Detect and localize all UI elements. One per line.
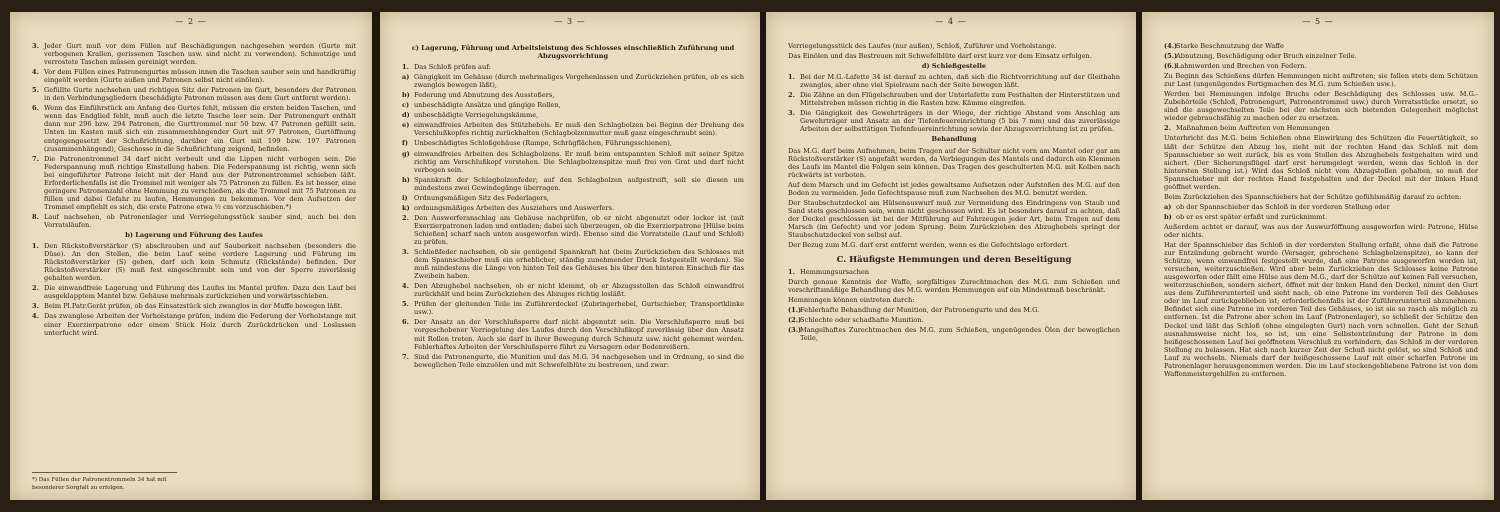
numbered-item bbox=[32, 302, 356, 310]
paragraph: Auf dem Marsch und im Gefecht ist jedes gewaltsame Aufsetzen oder Aufstoßen des M.G. auf den Boden zu vermeiden. Jede Gefechtspause muß zum Nachsehen des M.G. benutzt werden. bbox=[788, 180, 1120, 197]
numbered-item bbox=[32, 155, 356, 211]
item-text: Schließfeder nachsehen, ob sie genügend Spannkraft hat (beim Zurückziehen des Schlosses mit dem Spannschieber muß ein erheblicher, ständig zunehmender Druck festgestellt werden). Sie muß mindestens die Länge von hinten Teil des Gehäuses bis über den hinteren Einschub für das Zweibein haben. bbox=[414, 248, 744, 281]
numbered-item bbox=[402, 214, 744, 246]
page-body bbox=[32, 42, 356, 494]
numbered-item bbox=[32, 86, 356, 102]
item-number: f) bbox=[402, 139, 408, 148]
numbered-item bbox=[1164, 52, 1478, 60]
item-text: Hemmungsursachen bbox=[800, 268, 870, 277]
item-number: 2. bbox=[402, 213, 409, 222]
paragraph: Hat der Spannschieber das Schloß in der vordersten Stellung erfaßt, ohne daß die Patrone zur Entzündung gebracht wurde (Versager, gebrochene Schlagbolzenspitze), so kann der Schütze, wenn einwandfrei festgestellt wurde, daß eine Patrone ausgeworfen worden ist, versuchen, weiterzuschießen. Wird aber beim Zurückziehen des Schlosses keine Patrone ausgeworfen oder fällt eine Hülse aus dem M.G., darf der Schütze auf keinen Fall versuchen, weiterzuschießen, sondern sichert, öffnet mit der linken Hand den Deckel, nimmt den Gurt aus dem Zuführerunterteil und sieht nach, ob eine Patrone im vorderen Teil des Gehäuses oder im Lauf zurückgeblieben ist; erforderlichenfalls ist der Zuführerunterteil abzunehmen. Befindet sich eine Patrone im vorderen Teil des Gehäuses, so ist sie so rasch als möglich zu entfernen. Ist die Patrone aber schon im Lauf (Patronenlager), so schließt der Schütze den Deckel und läßt das Schloß (ohne eingelegten Gurt) nach vorn schnellen. Geht der Schuß ausnahmsweise nicht los, so ist, um eine Selbstentzündung der Patrone in dem heißgeschossenen Lauf bei geöffnetem Verschluß zu verhindern, das Schloß in der vorderen Stellung zu belassen. Hat sich nach kurzer Zeit der Schuß nicht gelöst, so sind Schloß und Lauf zu wechseln. Niemals darf der heißgeschossene Lauf mit einer scharfen Patrone im Patronenlager herausgenommen werden. Die im Lauf steckengebliebene Patrone ist von dem Waffenmeistergehilfen zu entfernen. bbox=[1164, 241, 1478, 378]
item-text: Gefüllte Gurte nachsehen und richtigen Sitz der Patronen im Gurt, besonders der Patronen in den Verbindungsgliedern (beschädigte Patronen müssen aus dem Gurt entfernt werden). bbox=[44, 86, 356, 103]
item-text: Unbeschädigtes Schloßgehäuse (Rampe, Schrägflächen, Führungsschienen), bbox=[414, 139, 672, 148]
numbered-item bbox=[402, 101, 744, 109]
item-text: Die Gängigkeit des Gewehrträgers in der Wiege, der richtige Abstand vom Anschlag am Gewehrträger und Ansatz an der Tiefenfeuereinrichtung (5 bis 7 mm) und das zuverlässige Arbeiten der selbsttätigen Tiefenfeuereinrichtung sowie der Abzugsvorrichtung ist zu prüfen. bbox=[800, 109, 1120, 134]
item-number: 5. bbox=[32, 86, 39, 95]
numbered-item bbox=[32, 284, 356, 300]
item-text: Beim Pl.Patr.Gerät prüfen, ob das Einsatzstück sich zwanglos in der Muffe bewegen läßt. bbox=[44, 302, 343, 311]
item-text: ordnungsmäßiges Arbeiten des Ausziehers und Auswerfers. bbox=[414, 203, 615, 212]
paragraph: Hemmungen können eintreten durch: bbox=[788, 296, 915, 305]
numbered-item bbox=[1164, 42, 1478, 50]
item-number: 1. bbox=[32, 242, 39, 251]
item-text: Bei der M.G.-Lafette 34 ist darauf zu achten, daß sich die Richtvorrichtung auf der Gleitbahn zwanglos, aber ohne viel Spielraum nach der Seite bewegen läßt. bbox=[800, 73, 1120, 90]
item-number: 6. bbox=[402, 318, 409, 327]
item-number: a) bbox=[1164, 202, 1172, 211]
page-number: — 3 — bbox=[554, 17, 586, 26]
item-number: 5. bbox=[402, 300, 409, 309]
item-text: Die Patronentrommel 34 darf nicht verbeult und die Lippen nicht verbogen sein. Die Federspannung muß richtige Einstellung haben. Die Federspannung ist richtig, wenn sich bei eingeführter Patrone leicht mit der Hand aus der Patronentrommel schieben läßt. Erforderlichenfalls ist die Trommel mit weniger als 75 Patronen zu füllen. Es ist besser, eine geringere Patronenzahl ohne Hemmung zu verschießen, als die Trommel mit 75 Patronen zu füllen und dabei Gefahr zu laufen, Hemmungen zu bekommen. Vor dem Aufsetzen der Trommel empfiehlt es sich, die erste Patrone etwa ½ cm vorzuschieben.*) bbox=[44, 154, 356, 211]
item-number: 4. bbox=[402, 282, 409, 291]
numbered-item bbox=[788, 306, 1120, 314]
numbered-item bbox=[32, 68, 356, 84]
item-number: 4. bbox=[32, 312, 39, 321]
item-text: Starke Beschmutzung der Waffe bbox=[1176, 42, 1284, 50]
page-body bbox=[788, 42, 1120, 494]
item-number: (1.) bbox=[788, 306, 802, 315]
numbered-item bbox=[1164, 62, 1478, 70]
numbered-item bbox=[402, 282, 744, 298]
numbered-item bbox=[402, 194, 744, 202]
item-number: (6.) bbox=[1164, 62, 1178, 71]
item-text: Das Schloß prüfen auf: bbox=[414, 63, 491, 72]
section-heading: C. Häufigste Hemmungen und deren Beseitigung bbox=[836, 255, 1072, 266]
item-number: (3.) bbox=[788, 326, 802, 335]
item-number: i) bbox=[402, 193, 408, 202]
item-text: Den Auswerferanschlag am Gehäuse nachprüfen, ob er nicht abgenutzt oder locker ist (mit Exerzierpatronen laden und entladen; dabei sich überzeugen, ob die Exerzierpatrone [Hülse beim Schießen] scharf nach unten ausgeworfen wird). Ebenso sind die Vorratsteile (Lauf und Schloß) zu prüfen. bbox=[414, 213, 744, 246]
section-heading: d) Schießgestelle bbox=[921, 62, 987, 71]
item-text: einwandfreies Arbeiten des Stützhebels. Er muß den Schlagbolzen bei Beginn der Drehung des Verschlußkopfes richtig zurückhalten (Schlagbolzenmutter muß ganz eingeschraubt sein). bbox=[414, 121, 744, 138]
numbered-item bbox=[402, 121, 744, 137]
item-number: (4.) bbox=[1164, 42, 1178, 50]
page-5 bbox=[1142, 12, 1494, 500]
numbered-item bbox=[788, 109, 1120, 133]
footnote: *) Das Füllen der Patronentrommeln 34 hat mit besonderer Sorgfalt zu erfolgen. bbox=[32, 472, 177, 492]
item-text: Die Zähne an den Flügelschrauben und der Unterlafette zum Festhalten der Hinterstützen und Mittelstreben müssen richtig in die Rasten bzw. Kämme eingreifen. bbox=[800, 91, 1120, 108]
numbered-item bbox=[32, 242, 356, 282]
item-text: Die einwandfreie Lagerung und Führung des Laufes im Mantel prüfen. Dazu den Lauf bei ausgeklapptem Mantel bzw. Gehäuse mehrmals zurückziehen und vorwärtsschieben. bbox=[44, 284, 356, 301]
page-body bbox=[1164, 42, 1478, 494]
item-number: 2. bbox=[1164, 124, 1171, 133]
item-text: Der Ansatz an der Verschlußsperre darf nicht abgenutzt sein. Die Verschlußsperre muß bei vorgeschobener Verriegelung des Laufes durch den Verschlußkopf zuverlässig über den Ansatz mit Rollen treten. Auch sie darf in ihrer Bewegung durch Schmutz usw. nicht gehemmt werden. Fehlerhaftes Arbeiten der Verschlußsperre führt zu Versagern oder Bodenreißern. bbox=[414, 318, 744, 351]
item-text: Prüfen der gleitenden Teile im Zuführerdeckel (Zubringerhebel, Gurtschieber, Transportklinke usw.). bbox=[414, 300, 744, 317]
numbered-item bbox=[402, 300, 744, 316]
numbered-item bbox=[402, 353, 744, 369]
section-heading: Behandlung bbox=[931, 135, 977, 144]
numbered-item bbox=[788, 268, 1120, 276]
section-heading: b) Lagerung und Führung des Laufes bbox=[125, 231, 263, 240]
item-number: 3. bbox=[32, 42, 39, 50]
numbered-item bbox=[402, 318, 744, 350]
numbered-item bbox=[788, 91, 1120, 107]
paragraph: Das Einölen und das Bestreuen mit Schwefelblüte darf erst kurz vor dem Einsatz erfolgen. bbox=[788, 52, 1092, 61]
page-number: — 5 — bbox=[1302, 17, 1334, 26]
item-number: 2. bbox=[788, 91, 795, 100]
item-number: (2.) bbox=[788, 316, 802, 325]
item-text: Gängigkeit im Gehäuse (durch mehrmaliges Vorgehenlassen und Zurückziehen prüfen, ob es sich zwanglos bewegen läßt), bbox=[414, 73, 744, 90]
item-number: 4. bbox=[32, 68, 39, 77]
numbered-item bbox=[32, 213, 356, 229]
paragraph: Der Staubschutzdeckel am Hülsenauswurf muß zur Vermeidung des Eindringens von Staub und Sand stets geschlossen sein, wenn nicht geschossen wird. Es ist besonders darauf zu achten, daß der Deckel geschlossen ist bei der Mitführung auf Fahrzeugen jeder Art, beim Tragen auf dem Marsch (im Gefecht) und vor jedem Sprung. Beim Zurückziehen des Abzughebels springt der Staubschutzdeckel von selbst auf. bbox=[788, 198, 1120, 239]
numbered-item bbox=[402, 204, 744, 212]
paragraph: Beim Zurückziehen des Spannschiebers hat der Schütze gefühlsmäßig darauf zu achten: bbox=[1164, 192, 1462, 201]
paragraph: Werden bei Hemmungen infolge Bruchs oder Beschädigung des Schlosses usw. M.G.-Zubehörteile (Schloß, Patronengurt, Patronentrommel usw.) durch Vorratsstücke ersetzt, so sind die ausgewechselten Teile bei der nächsten sich bietenden Gelegenheit möglichst wieder gebrauchsfähig zu machen oder zu ersetzen. bbox=[1164, 90, 1478, 123]
item-text: Den Abzughebel nachsehen, ob er nicht klemmt, ob er Abzugsstollen das Schloß einwandfrei zurückhält und beim Zurückziehen des Abzuges richtig losläßt. bbox=[414, 282, 744, 299]
fold-divider bbox=[372, 12, 380, 500]
numbered-item bbox=[402, 248, 744, 280]
page-body bbox=[402, 42, 744, 494]
item-number: d) bbox=[402, 111, 410, 120]
numbered-item bbox=[788, 316, 1120, 324]
numbered-item bbox=[402, 73, 744, 89]
numbered-item bbox=[402, 150, 744, 174]
item-text: Maßnahmen beim Auftreten von Hemmungen bbox=[1176, 124, 1330, 133]
item-text: ob der Spannschieber das Schloß in der vorderen Stellung oder bbox=[1176, 202, 1390, 211]
item-text: Sind die Patronengurte, die Munition und das M.G. 34 nachgesehen und in Ordnung, so sind die beweglichen Teile einzuölen und mit Schwefelblüte zu bestreuen, und zwar: bbox=[414, 352, 744, 369]
item-number: c) bbox=[402, 101, 410, 110]
item-number: 7. bbox=[32, 154, 39, 163]
page-number: — 4 — bbox=[935, 17, 967, 26]
item-number: 1. bbox=[788, 73, 795, 82]
item-text: Das zwanglose Arbeiten der Vorholstange prüfen, indem die Federung der Vorholstange mit einer Exerzierpatrone oder einem Stück Holz durch Zurückdrücken und Loslassen unterfucht wird. bbox=[44, 312, 356, 337]
item-number: 1. bbox=[402, 63, 409, 72]
item-text: Ordnungsmäßigen Sitz des Federlagers, bbox=[414, 193, 549, 202]
page-4 bbox=[766, 12, 1136, 500]
item-text: Den Rückstoßverstärker (S) abschrauben und auf Sauberkeit nachsehen (besonders die Düse). An den Stellen, die beim Lauf seine vordere Lagerung und Führung im Rückstoßverstärker (S) geben, darf sich kein Schmutz (Rückstände) befinden. Der Rückstoßverstärker (S) muß fest eingeschraubt sein und von der Sperre zuverlässig gehalten werden. bbox=[44, 242, 356, 283]
paragraph: Verriegelungsstück des Laufes (nur außen), Schloß, Zuführer und Vorholstange. bbox=[788, 42, 1057, 50]
item-number: (5.) bbox=[1164, 52, 1178, 61]
item-number: 7. bbox=[402, 352, 409, 361]
item-text: Abnutzung, Beschädigung oder Bruch einzelner Teile. bbox=[1176, 52, 1357, 61]
item-number: a) bbox=[402, 73, 410, 82]
item-number: b) bbox=[402, 91, 410, 100]
item-number: 1. bbox=[788, 268, 795, 277]
numbered-item bbox=[32, 42, 356, 66]
numbered-item bbox=[402, 111, 744, 119]
paragraph: Der Bezug zum M.G. darf erst entfernt werden, wenn es die Gefechtslage erfordert. bbox=[788, 241, 1070, 250]
paragraph: Das M.G. darf beim Aufnehmen, beim Tragen auf der Schulter nicht vorn am Mantel oder gar am Rückstoßverstärker (S) angefaßt werden, da Verbiegungen des Mantels und dadurch ein Klemmen des Laufs im Mantel die Folgen sein können. Das Tragen des geschulterten M.G. mit Kolben nach rückwärts ist verboten. bbox=[788, 146, 1120, 179]
paragraph: Unterbricht das M.G. beim Schießen ohne Einwirkung des Schützen die Feuertätigkeit, so läßt der Schütze den Abzug los, zieht mit der rechten Hand das Schloß mit dem Spannschieber so weit zurück, bis es vom Stollen des Abzughebels festgehalten wird und sichert. (Der Sicherungsflügel darf erst herumgelegt werden, wenn das Schloß in der hintersten Stellung ist.) Wird das Schloß nicht vom Abzugstollen gehalten, so muß der Spannschieber mit der rechten Hand festgehalten und der Deckel mit der linken Hand geöffnet werden. bbox=[1164, 134, 1478, 191]
item-number: g) bbox=[402, 149, 410, 158]
page-3 bbox=[380, 12, 760, 500]
numbered-item bbox=[788, 326, 1120, 342]
item-text: Federung und Abnutzung des Ausstoßers, bbox=[414, 91, 555, 100]
item-number: 3. bbox=[402, 248, 409, 257]
item-number: b) bbox=[1164, 212, 1172, 221]
numbered-item bbox=[402, 176, 744, 192]
item-text: Lauf nachsehen, ob Patronenlager und Verriegelungsstück sauber sind, auch bei den Vorratsläufen. bbox=[44, 212, 356, 229]
item-number: h) bbox=[402, 175, 410, 184]
item-text: unbeschädigte Ansätze und gängige Rollen, bbox=[414, 101, 561, 110]
item-text: Mangelhaftes Zurechtmachen des M.G. zum Schießen, ungenügendes Ölen der beweglichen Teile, bbox=[800, 326, 1120, 343]
item-number: 6. bbox=[32, 104, 39, 113]
item-number: 8. bbox=[32, 212, 39, 221]
item-text: Wenn das Einführstück am Anfang des Gurtes fehlt, müssen die ersten beiden Taschen, und wenn das Endglied fehlt, muß auch die letzte Tasche leer sein. Der Patronengurt enthält dann nur 296 bzw. 294 Patronen, die Gurttrommel nur 50 bzw. 47 Patronen gefüllt sein. Unten im Kasten muß sich ein zusammenhängender Gurt mit 97 Patronen, Gurtöffnung entgegengesetzt der Schußrichtung, darüber ein Gurt mit 199 bzw. 197 Patronen (zusammenhängend), Geschosse in die Schußrichtung zeigend, befinden. bbox=[44, 104, 356, 153]
numbered-item bbox=[1164, 213, 1478, 221]
item-text: Fehlerhafte Behandlung der Munition, der Patronengurte und des M.G. bbox=[800, 306, 1040, 315]
numbered-item bbox=[402, 139, 744, 147]
item-number: 3. bbox=[32, 302, 39, 311]
numbered-item bbox=[402, 91, 744, 99]
section-heading: c) Lagerung, Führung und Arbeitsleistung des Schlosses einschließlich Zuführung und Abzugsvorrichtung bbox=[411, 44, 735, 61]
item-text: Lahmwerden und Brechen von Federn. bbox=[1176, 62, 1307, 71]
item-text: Vor dem Füllen eines Patronengurtes müssen innen die Taschen sauber sein und handkräftig eingeölt werden (Gurte außen und Patronen selbst nicht einölen). bbox=[44, 68, 356, 85]
numbered-item bbox=[32, 104, 356, 152]
numbered-item bbox=[402, 63, 744, 71]
item-text: Jeder Gurt muß vor dem Füllen auf Beschädigungen nachgesehen werden (Gurte mit verbogenen Krallen, gerissenen Taschen usw. sind nicht zu verwenden). Schmutzige und verrostete Taschen müssen gereinigt werden. bbox=[44, 42, 356, 67]
item-text: unbeschädigte Verriegelungskämme, bbox=[414, 111, 539, 120]
paragraph: Außerdem achtet er darauf, was aus der Auswurföffnung ausgeworfen wird: Patrone, Hülse oder nichts. bbox=[1164, 222, 1478, 239]
numbered-item bbox=[1164, 124, 1478, 132]
item-text: ob er es erst später erfaßt und zurücknimmt. bbox=[1176, 212, 1328, 221]
numbered-item bbox=[32, 312, 356, 336]
numbered-item bbox=[1164, 203, 1478, 211]
paragraph: Durch genaue Kenntnis der Waffe, sorgfältiges Zurechtmachen des M.G. zum Schießen und vorschriftsmäßige Behandlung des M.G. werden Hemmungen auf ein Mindestmaß beschränkt. bbox=[788, 278, 1120, 295]
item-number: e) bbox=[402, 121, 410, 130]
item-number: k) bbox=[402, 203, 410, 212]
paragraph: Zu Beginn des Schießens dürfen Hemmungen nicht auftreten; sie fallen stets dem Schützen zur Last (ungenügendes Fertigmachen des M.G. zum Schießen usw.). bbox=[1164, 72, 1478, 89]
page-number: — 2 — bbox=[175, 17, 207, 26]
item-text: Spannkraft der Schlagbolzenfeder; auf den Schlagbolzen aufgestreift, soll sie diesen um mindestens zwei Gewindegänge überragen. bbox=[414, 175, 744, 192]
item-text: Schlechte oder schadhafte Munition. bbox=[800, 316, 924, 325]
page-2 bbox=[10, 12, 372, 500]
item-text: einwandfreies Arbeiten des Schlagbolzens. Er muß beim entspannten Schloß mit seiner Spitze richtig am Verschlußkopf vorstehen. Die Schlagbolzenspitze muß frei von Grat und darf nicht verbogen sein. bbox=[414, 149, 744, 174]
item-number: 3. bbox=[788, 109, 795, 118]
item-number: 2. bbox=[32, 284, 39, 293]
numbered-item bbox=[788, 73, 1120, 89]
